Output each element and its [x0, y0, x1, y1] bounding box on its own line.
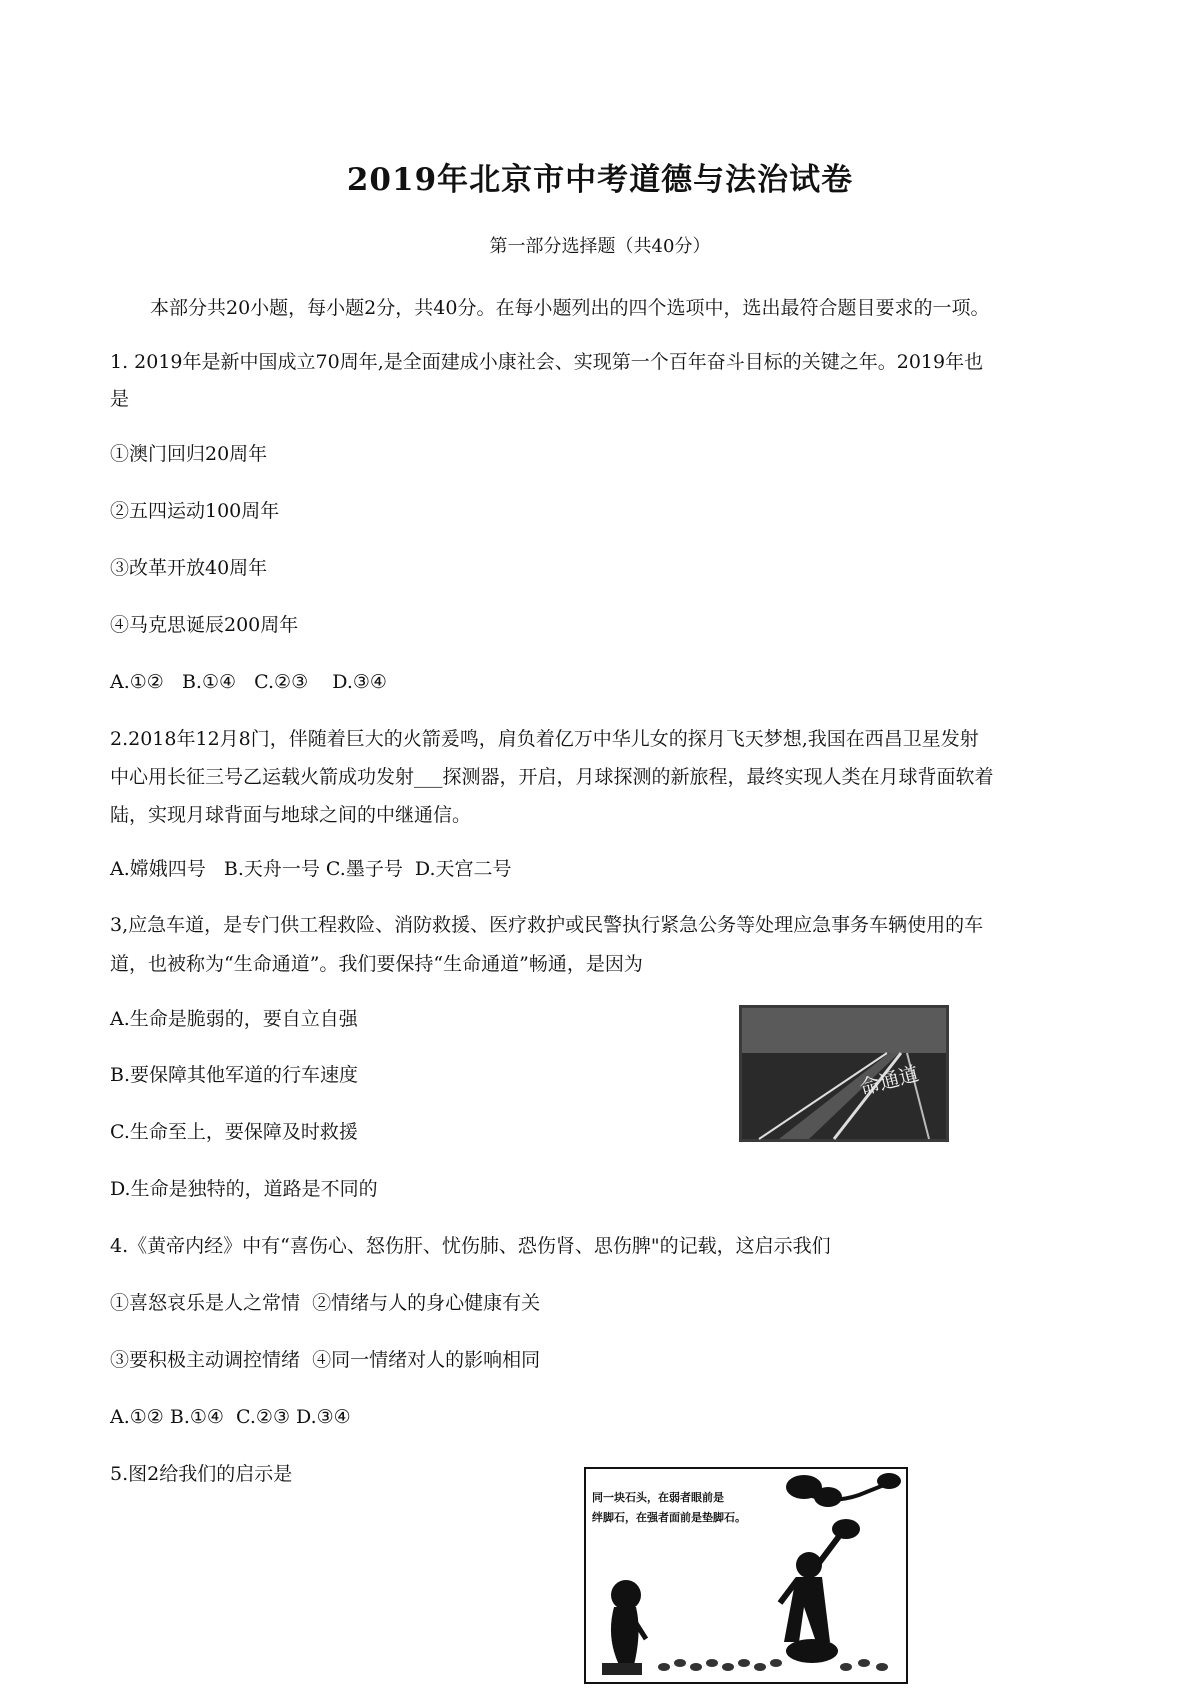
question-3-option-a: A.生命是脆弱的，要自立自强 [110, 1008, 358, 1030]
instructions: 本部分共20小题，每小题2分，共40分。在每小题列出的四个选项中，选出最符合题目要求的一项。 [150, 297, 990, 319]
question-3-stem-line1: 3,应急车道，是专门供工程救险、消防救援、医疗救护或民警执行紧急公务等处理应急事务车辆使用的车 [110, 914, 984, 936]
question-3-option-c: C.生命至上，要保障及时救援 [110, 1121, 358, 1143]
question-4-statements-1-2: ①喜怒哀乐是人之常情 ②情绪与人的身心健康有关 [110, 1292, 541, 1314]
question-2-options: A.嫦娥四号 B.天舟一号 C.墨子号 D.天宫二号 [110, 858, 512, 880]
question-5-stem: 5.图2给我们的启示是 [110, 1463, 293, 1485]
question-4-stem: 4.《黄帝内经》中有“喜伤心、怒伤肝、忧伤肺、恐伤肾、思伤脾"的记载，这启示我们 [110, 1235, 831, 1257]
stone-cartoon-figure [584, 1467, 908, 1684]
question-3-option-b: B.要保障其他军道的行车速度 [110, 1064, 359, 1086]
page-title: 2019年北京市中考道德与法治试卷 [346, 162, 854, 198]
emergency-lane-photo [739, 1005, 949, 1142]
question-4-statements-3-4: ③要积极主动调控情绪 ④同一情绪对人的影响相同 [110, 1349, 541, 1371]
question-1-statement-1: ①澳门回归20周年 [110, 443, 268, 465]
question-3-option-d: D.生命是独特的，道路是不同的 [110, 1178, 378, 1200]
question-2-stem-line3: 陆，实现月球背面与地球之间的中继通信。 [110, 804, 472, 826]
section-title: 第一部分选择题（共40分） [489, 236, 711, 257]
question-2-stem-line2: 中心用长征三号乙运载火箭成功发射___探测器，开启，月球探测的新旅程，最终实现人类在月球背面软着 [110, 766, 994, 788]
cartoon-caption-line1: 同一块石头，在弱者眼前是 [592, 1491, 724, 1504]
question-3-stem-line2: 道，也被称为“生命通道”。我们要保持“生命通道”畅通，是因为 [110, 953, 643, 975]
emergency-lane-text: 命通道 [857, 1061, 922, 1100]
question-1-stem-line1: 1. 2019年是新中国成立70周年,是全面建成小康社会、实现第一个百年奋斗目标的关键之年。2019年也 [110, 351, 984, 373]
question-1-statement-2: ②五四运动100周年 [110, 500, 280, 522]
cartoon-caption-line2: 绊脚石，在强者面前是垫脚石。 [592, 1511, 746, 1524]
question-1-options: A.①② B.①④ C.②③ D.③④ [110, 671, 387, 693]
question-4-options: A.①② B.①④ C.②③ D.③④ [110, 1406, 351, 1428]
question-1-statement-3: ③改革开放40周年 [110, 557, 268, 579]
question-1-stem-line2: 是 [110, 388, 130, 410]
question-2-stem-line1: 2.2018年12月8门，伴随着巨大的火箭爰鸣，肩负着亿万中华儿女的探月飞天梦想,我国在西昌卫星发射 [110, 728, 979, 750]
question-1-statement-4: ④马克思诞辰200周年 [110, 614, 299, 636]
